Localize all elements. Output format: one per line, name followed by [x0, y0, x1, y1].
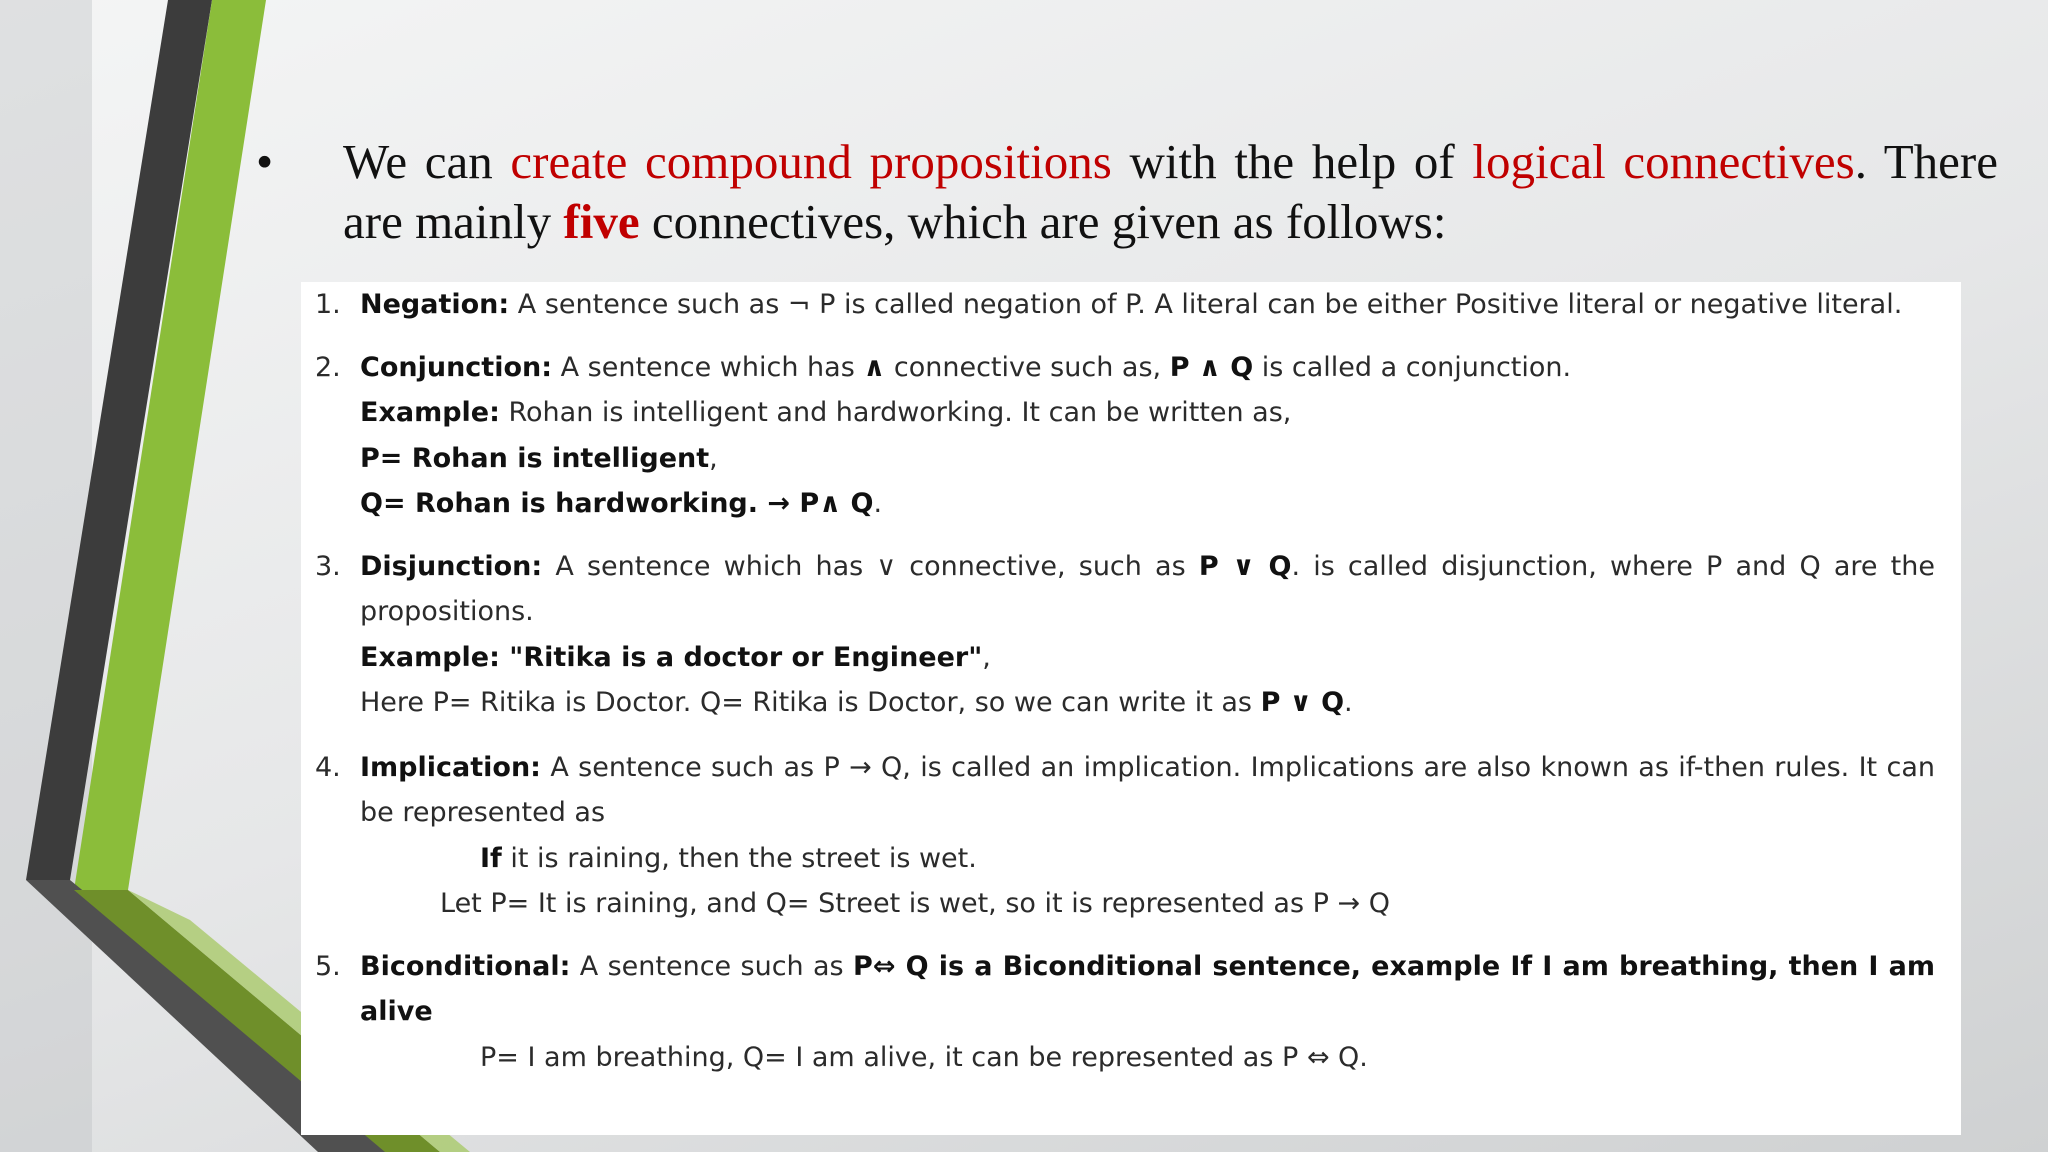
conjunction-q-line: [360, 481, 1935, 527]
disjunction-example: [360, 635, 1935, 681]
text-run: is called a conjunction.: [1253, 351, 1572, 383]
intro-bullet: [256, 132, 1998, 252]
bullet-dot: •: [256, 134, 274, 189]
example-heading: Example:: [360, 397, 500, 428]
text-run: with the help of: [1111, 134, 1473, 189]
implication-heading: Implication:: [360, 751, 541, 783]
text-run: A sentence which has ∨ connective, such as: [542, 550, 1199, 582]
negation-body: A sentence such as ¬ P is called negation of P. A literal can be either Positive literal or negative literal.: [509, 289, 1903, 320]
conjunction-heading: Conjunction:: [360, 351, 553, 383]
example-text: Example: "Ritika is a doctor or Engineer": [360, 641, 983, 673]
text-run: connective such as,: [885, 351, 1170, 383]
intro-text: [343, 132, 1998, 252]
text-run: .: [1344, 687, 1353, 718]
text-run: We can: [343, 134, 511, 189]
biconditional-line: P= I am breathing, Q= I am alive, it can be represented as P ⇔ Q.: [480, 1041, 1368, 1073]
list-item-biconditional: [313, 944, 1935, 1081]
q-definition: Q= Rohan is hardworking. → P∧ Q: [360, 488, 874, 519]
highlight-logical-connectives: logical connectives: [1472, 134, 1855, 189]
list-item-implication: [313, 745, 1935, 927]
text-run: A sentence such as: [570, 950, 853, 982]
connectives-panel: [301, 282, 1961, 1135]
negation-text: [360, 282, 1935, 328]
implication-body: A sentence such as P → Q, is called an implication. Implications are also known as if-then rules. It can be represented as: [360, 751, 1935, 828]
biconditional-text: [360, 944, 1935, 1035]
item-number: 4.: [315, 751, 341, 783]
item-number: 2.: [315, 351, 341, 383]
item-number: 3.: [315, 550, 341, 582]
highlight-five: five: [563, 194, 640, 249]
list-item-disjunction: [313, 544, 1935, 726]
text-run: Here P= Ritika is Doctor. Q= Ritika is Doctor, so we can write it as: [360, 687, 1261, 718]
implication-text: [360, 745, 1935, 836]
text-run: . There are mainly: [343, 134, 1998, 249]
text-run: . is called disjunction, where P and Q are the propositions.: [360, 550, 1935, 627]
p-definition: P= Rohan is intelligent: [360, 442, 710, 474]
text-run: connectives, which are given as follows:: [639, 194, 1447, 249]
text-run: ,: [709, 442, 718, 474]
biconditional-heading: Biconditional:: [360, 950, 571, 982]
disjunction-here-line: [360, 680, 1935, 726]
conjunction-expression: P ∧ Q: [1169, 351, 1254, 383]
item-number: 5.: [315, 950, 341, 982]
item-number: 1.: [315, 289, 341, 320]
text-run: it is raining, then the street is wet.: [501, 842, 977, 874]
disjunction-expression: P ∨ Q: [1198, 550, 1292, 582]
text-run: A sentence which has: [552, 351, 864, 383]
text-run: ,: [982, 641, 991, 673]
and-symbol: ∧: [863, 351, 886, 383]
list-item-conjunction: [313, 345, 1935, 527]
disjunction-heading: Disjunction:: [360, 550, 543, 582]
disjunction-text: [360, 544, 1935, 635]
if-keyword: If: [480, 842, 502, 874]
list-item-negation: [313, 282, 1935, 328]
biconditional-example: P⇔ Q is a Biconditional sentence, example If I am breathing, then I am alive: [360, 950, 1935, 1027]
implication-let-line: Let P= It is raining, and Q= Street is wet, so it is represented as P → Q: [440, 888, 1390, 919]
disjunction-expression: P ∨ Q: [1260, 687, 1345, 718]
highlight-compound-propositions: create compound propositions: [510, 134, 1112, 189]
text-run: .: [873, 488, 883, 519]
conjunction-p-line: [360, 436, 1935, 482]
conjunction-text: [360, 345, 1935, 391]
implication-if-line: [360, 836, 1935, 882]
example-text: Rohan is intelligent and hardworking. It can be written as,: [499, 397, 1292, 428]
conjunction-example: [360, 390, 1935, 436]
negation-heading: Negation:: [360, 289, 510, 320]
